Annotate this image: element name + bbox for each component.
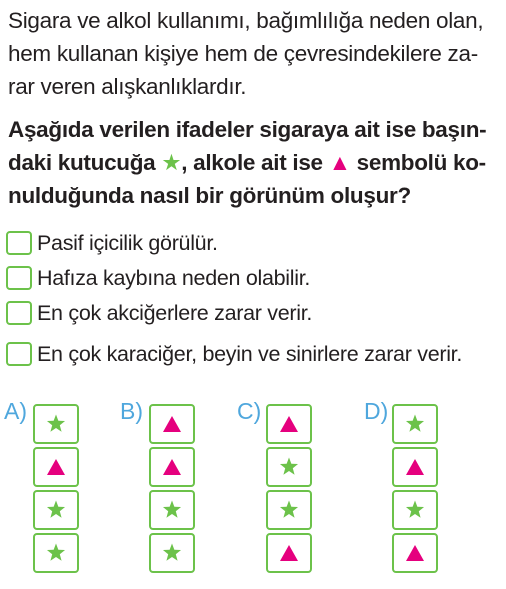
option-d-cell xyxy=(392,533,438,573)
checkbox[interactable] xyxy=(6,231,32,255)
intro-line: rar veren alışkanlıklardır. xyxy=(8,74,247,99)
statement-text: Pasif içicilik görülür. xyxy=(37,230,218,255)
option-a-letter[interactable]: A) xyxy=(4,398,27,424)
statement-row xyxy=(6,297,312,329)
intro-line: hem kullanan kişiye hem de çevresindekilere za- xyxy=(8,41,478,66)
option-b-cell xyxy=(149,447,195,487)
option-a-cell xyxy=(33,533,79,573)
question-line: Aşağıda verilen ifadeler sigaraya ait ise başın- xyxy=(8,117,487,142)
triangle-icon: ▲ xyxy=(328,150,351,175)
option-b-cell xyxy=(149,404,195,444)
option-b-cell xyxy=(149,490,195,530)
option-c-letter[interactable]: C) xyxy=(237,398,262,424)
star-icon: ★ xyxy=(161,150,182,175)
star-icon xyxy=(46,500,66,520)
star-icon xyxy=(46,414,66,434)
statement-row xyxy=(6,338,462,370)
question-line xyxy=(8,146,502,179)
option-a-cell xyxy=(33,490,79,530)
statement-text: En çok karaciğer, beyin ve sinirlere zarar verir. xyxy=(37,341,463,366)
option-b-letter[interactable]: B) xyxy=(120,398,143,424)
checkbox[interactable] xyxy=(6,342,32,366)
option-d-cell xyxy=(392,447,438,487)
option-c-cell xyxy=(266,533,312,573)
star-icon xyxy=(405,500,425,520)
checkbox[interactable] xyxy=(6,301,32,325)
statement-row xyxy=(6,227,218,259)
star-icon xyxy=(279,500,299,520)
option-c-column xyxy=(266,404,316,576)
star-icon xyxy=(279,457,299,477)
statement-row xyxy=(6,262,310,294)
option-c-cell xyxy=(266,404,312,444)
option-d-cell xyxy=(392,404,438,444)
option-d-cell xyxy=(392,490,438,530)
triangle-icon xyxy=(405,457,425,477)
intro-line: Sigara ve alkol kullanımı, bağımlılığa neden olan, xyxy=(8,8,484,33)
option-c-cell xyxy=(266,447,312,487)
statement-text: Hafıza kaybına neden olabilir. xyxy=(37,265,311,290)
star-icon xyxy=(162,543,182,563)
triangle-icon xyxy=(279,414,299,434)
question-line: nulduğunda nasıl bir görünüm oluşur? xyxy=(8,183,411,208)
option-c-cell xyxy=(266,490,312,530)
option-a-cell xyxy=(33,447,79,487)
triangle-icon xyxy=(46,457,66,477)
option-b-cell xyxy=(149,533,195,573)
question-fragment: , alkole ait ise xyxy=(181,150,329,175)
statement-text: En çok akciğerlere zarar verir. xyxy=(37,300,313,325)
option-d-letter[interactable]: D) xyxy=(364,398,389,424)
option-d-column xyxy=(392,404,442,576)
triangle-icon xyxy=(162,414,182,434)
checkbox[interactable] xyxy=(6,266,32,290)
intro-paragraph xyxy=(8,4,502,103)
star-icon xyxy=(46,543,66,563)
star-icon xyxy=(405,414,425,434)
question-text xyxy=(8,113,502,212)
option-b-column xyxy=(149,404,199,576)
triangle-icon xyxy=(279,543,299,563)
option-a-column xyxy=(33,404,83,576)
triangle-icon xyxy=(405,543,425,563)
triangle-icon xyxy=(162,457,182,477)
option-a-cell xyxy=(33,404,79,444)
question-fragment: sembolü ko- xyxy=(350,150,486,175)
question-fragment: daki kutucuğa xyxy=(8,150,162,175)
star-icon xyxy=(162,500,182,520)
